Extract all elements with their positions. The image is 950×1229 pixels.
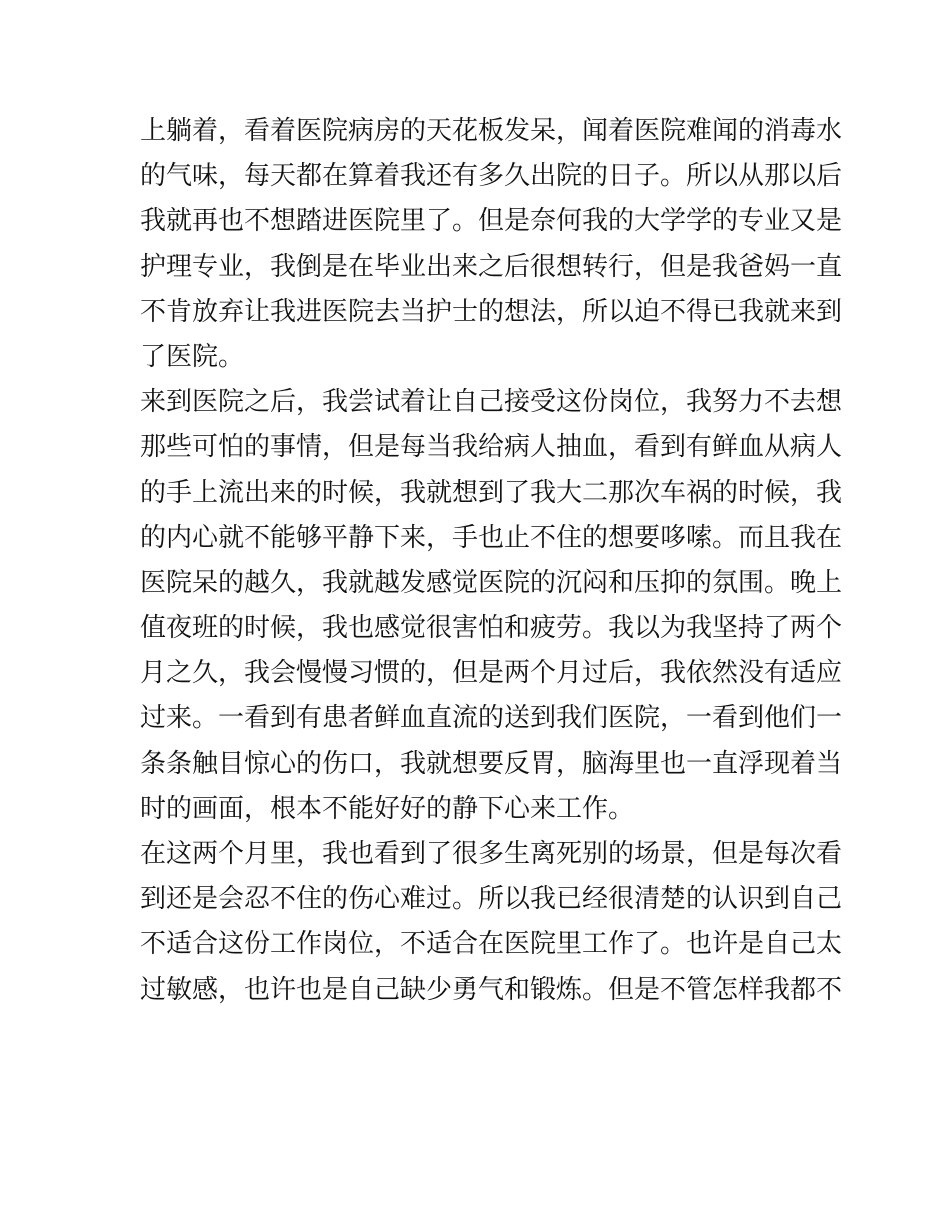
text-line: 医院呆的越久，我就越发感觉医院的沉闷和压抑的氛围。晚上 bbox=[140, 567, 843, 598]
text-line: 过来。一看到有患者鲜血直流的送到我们医院，一看到他们一 bbox=[140, 703, 843, 734]
text-line: 我就再也不想踏进医院里了。但是奈何我的大学学的专业又是 bbox=[140, 206, 843, 237]
text-line: 那些可怕的事情，但是每当我给病人抽血，看到有鲜血从病人 bbox=[140, 432, 843, 463]
text-line: 上躺着，看着医院病房的天花板发呆，闻着医院难闻的消毒水 bbox=[140, 116, 843, 146]
text-line: 不肯放弃让我进医院去当护士的想法，所以迫不得已我就来到 bbox=[140, 296, 843, 327]
text-line: 的手上流出来的时候，我就想到了我大二那次车祸的时候，我 bbox=[140, 477, 843, 508]
text-line: 月之久，我会慢慢习惯的，但是两个月过后，我依然没有适应 bbox=[140, 658, 843, 689]
body-text bbox=[140, 109, 843, 1013]
text-line: 护理专业，我倒是在毕业出来之后很想转行，但是我爸妈一直 bbox=[140, 251, 843, 282]
text-line: 在这两个月里，我也看到了很多生离死别的场景，但是每次看 bbox=[140, 839, 843, 869]
text-line: 时的画面，根本不能好好的静下心来工作。 bbox=[140, 793, 635, 824]
text-line: 的内心就不能够平静下来，手也止不住的想要哆嗦。而且我在 bbox=[140, 522, 843, 553]
text-line: 值夜班的时候，我也感觉很害怕和疲劳。我以为我坚持了两个 bbox=[140, 613, 843, 644]
text-line: 到还是会忍不住的伤心难过。所以我已经很清楚的认识到自己 bbox=[140, 884, 843, 915]
text-line: 不适合这份工作岗位，不适合在医院里工作了。也许是自己太 bbox=[140, 929, 843, 960]
text-line: 过敏感，也许也是自己缺少勇气和锻炼。但是不管怎样我都不 bbox=[140, 974, 843, 1005]
text-line: 条条触目惊心的伤口，我就想要反胃，脑海里也一直浮现着当 bbox=[140, 748, 843, 779]
text-line: 的气味，每天都在算着我还有多久出院的日子。所以从那以后 bbox=[140, 161, 843, 192]
text-line: 来到医院之后，我尝试着让自己接受这份岗位，我努力不去想 bbox=[140, 387, 843, 418]
text-line: 了医院。 bbox=[140, 341, 245, 372]
